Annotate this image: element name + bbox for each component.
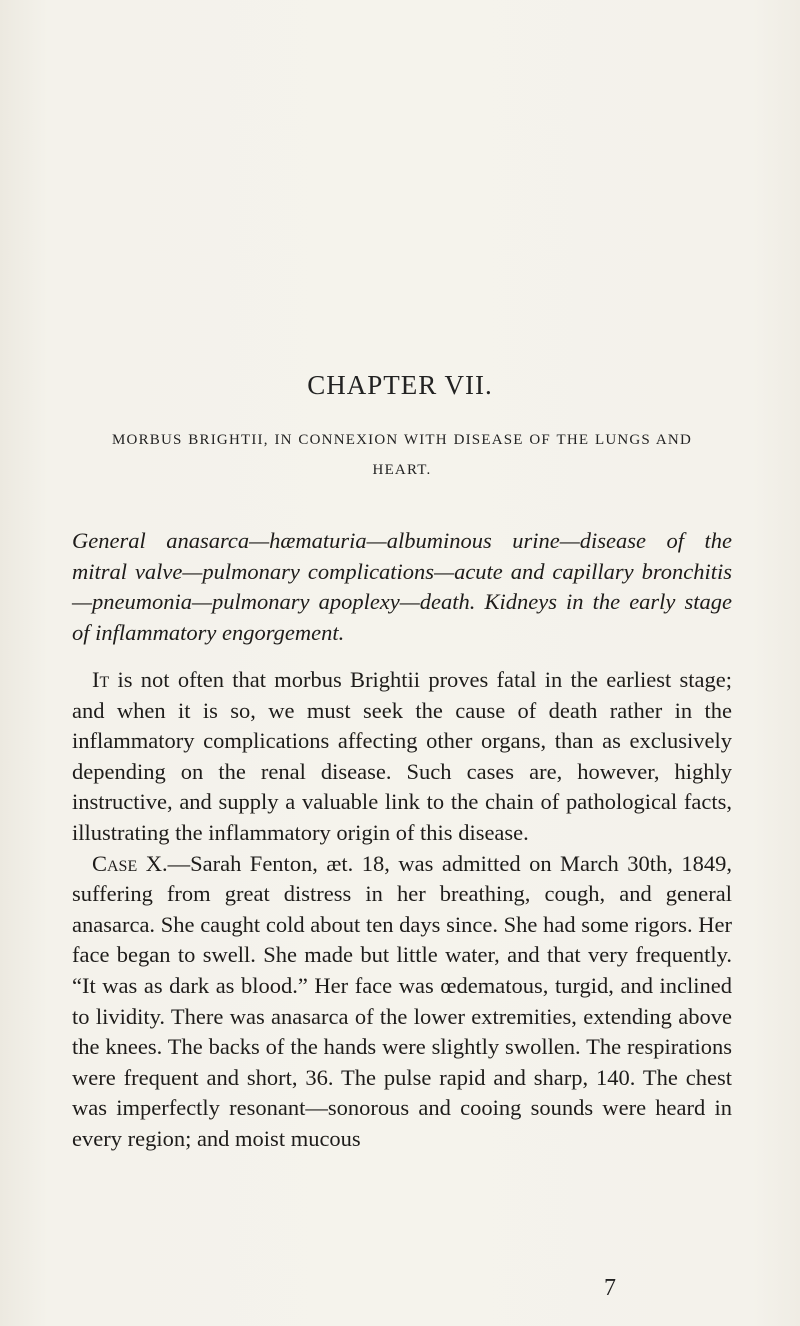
chapter-title: CHAPTER VII. bbox=[307, 370, 493, 400]
paragraph-1-text: is not often that morbus Brightii proves fatal in the earliest stage; and when it is so, we must seek the cause of death rather in the inflammatory complications affecting other organs, than as exclusively depending on the renal disease. Such cases are, however, highly instructive, and supply a valuable link to the chain of pathological facts, illustrating the inflammatory origin of this disease. bbox=[72, 667, 732, 845]
chapter-summary bbox=[72, 526, 732, 648]
paragraph-2-lead: Case bbox=[92, 850, 138, 876]
paragraph-2-text: X.—Sarah Fenton, æt. 18, was admitted on March 30th, 1849, suffering from great distress in her breathing, cough, and general anasarca. She caught cold about ten days since. She had some rigors. Her face began to swell. She made but little water, and that very frequently. “It was as dark as blood.” Her face was œdematous, turgid, and inclined to lividity. There was anasarca of the lower extremities, extending above the knees. The backs of the hands were slightly swollen. The respirations were frequent and short, 36. The pulse rapid and sharp, 140. The chest was imperfectly resonant—sonorous and cooing sounds were heard in every region; and moist mucous bbox=[72, 850, 732, 1151]
paragraph-2 bbox=[72, 849, 732, 1155]
summary-text: General anasarca—hæmaturia—albuminous urine—disease of the mitral valve—pulmonary complications—acute and capillary bronchitis—pneumonia—pulmonary apoplexy—death. Kidneys in the early stage of inflammatory engorgement. bbox=[72, 528, 732, 645]
chapter-subtitle: MORBUS BRIGHTII, IN CONNEXION WITH DISEASE OF THE LUNGS AND HEART. bbox=[112, 432, 692, 478]
paragraph-1 bbox=[72, 665, 732, 849]
paragraph-1-lead: It bbox=[92, 667, 110, 692]
page-number: 7 bbox=[604, 1275, 616, 1301]
body-text bbox=[72, 665, 732, 1155]
